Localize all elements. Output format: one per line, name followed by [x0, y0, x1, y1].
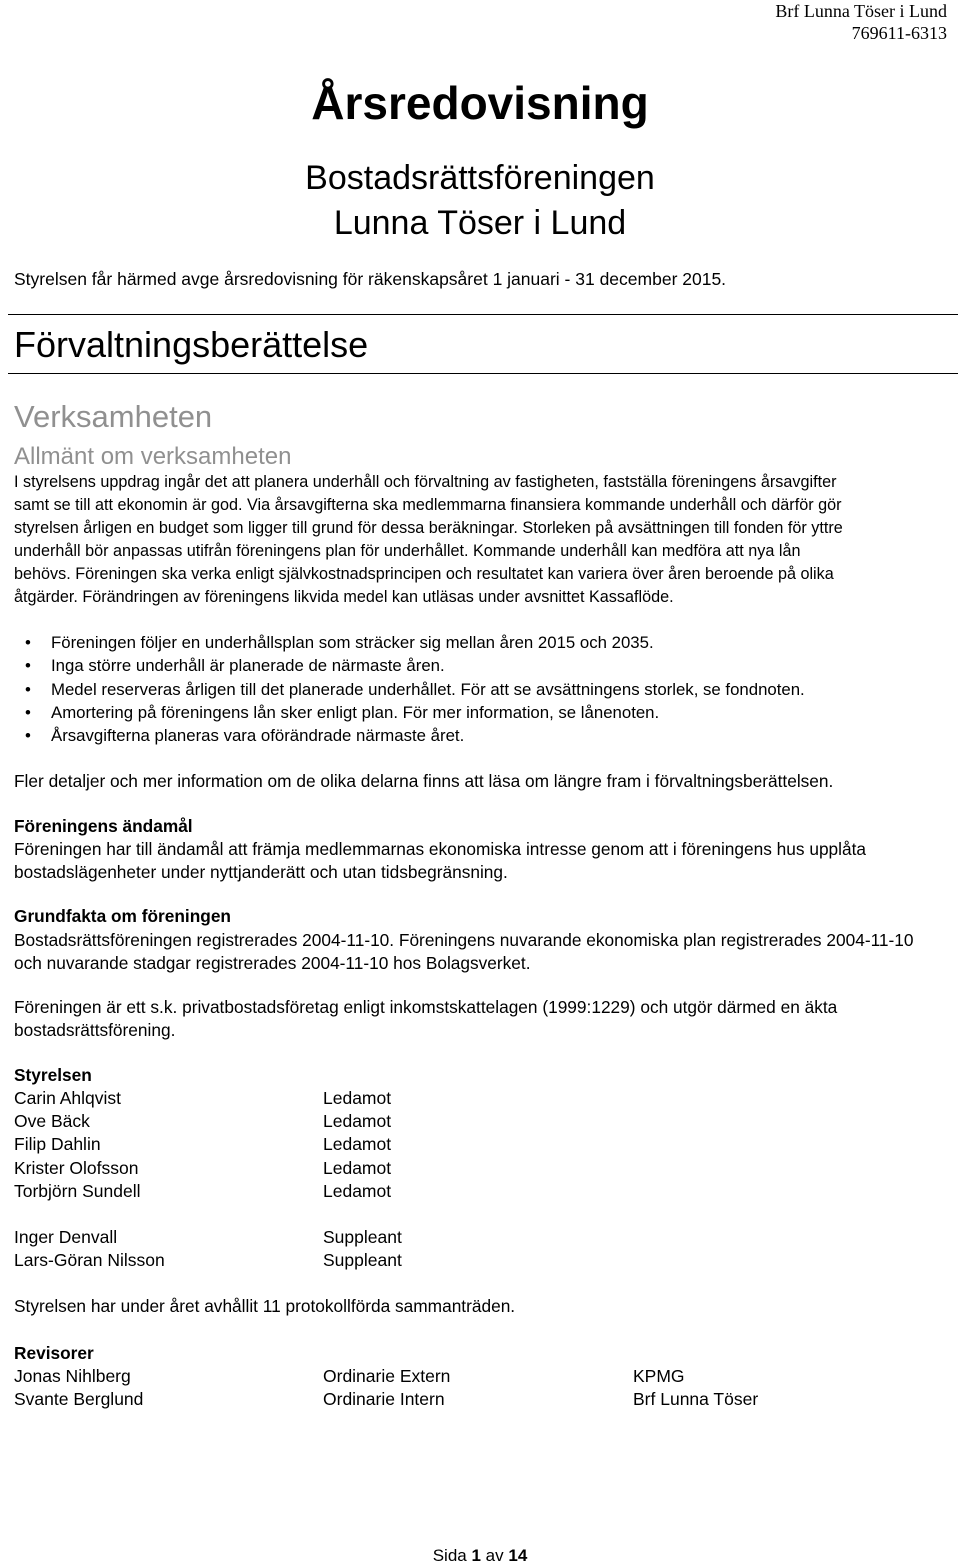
grundfakta-paragraph-2: [14, 996, 949, 1042]
auditor-name: Jonas Nihlberg: [14, 1366, 131, 1386]
footer-page-number: 1: [471, 1546, 481, 1565]
member-role: Ledamot: [323, 1158, 392, 1178]
header-org-name: Brf Lunna Töser i Lund: [775, 1, 947, 21]
paragraph-line: och nuvarande stadgar registrerades 2004-11-10 hos Bolagsverket.: [14, 953, 531, 973]
document-header: [775, 0, 947, 44]
intro-text: Styrelsen får härmed avge årsredovisning för räkenskapsåret 1 januari - 31 december 2015.: [14, 269, 727, 289]
verksamheten-bullet-list: [14, 631, 949, 747]
revisorer-heading: Revisorer: [14, 1343, 94, 1363]
bullet-icon: •: [25, 726, 31, 746]
list-item: • Årsavgifterna planeras vara oförändrade närmaste året.: [14, 724, 949, 747]
paragraph-line: bostadslägenheter under nyttjanderätt och utan tidsbegränsning.: [14, 862, 508, 882]
paragraph-line: behövs. Föreningen ska verka enligt självkostnadsprincipen och resultatet kan variera över åren beroende på olika: [14, 565, 834, 583]
paragraph-line: samt se till att ekonomin är god. Via årsavgifterna ska medlemmarna finansiera kommande underhåll och därför gör: [14, 496, 842, 514]
verksamheten-heading: Verksamheten: [14, 399, 213, 434]
bullet-icon: •: [25, 702, 31, 722]
paragraph-line: åtgärder. Förändringen av föreningens likvida medel kan utläsas under avsnittet Kassaflöde.: [14, 588, 674, 606]
list-item: • Medel reserveras årligen till det planerade underhållet. För att se avsättningens storlek, se fondnoten.: [14, 678, 949, 701]
footer-page-total: 14: [508, 1546, 528, 1565]
paragraph-line: Föreningen har till ändamål att främja medlemmarnas ekonomiska intresse genom att i föreningens hus upplåta: [14, 839, 867, 859]
divider-top: [8, 314, 958, 315]
paragraph-line: Bostadsrättsföreningen registrerades 2004-11-10. Föreningens nuvarande ekonomiska plan registrerades 2004-11-10: [14, 930, 914, 950]
member-name: Ove Bäck: [14, 1111, 90, 1131]
styrelsen-heading: Styrelsen: [14, 1065, 92, 1085]
member-name: Krister Olofsson: [14, 1158, 139, 1178]
paragraph-line: underhåll bör anpassas utifrån föreningens plan för underhållet. Kommande underhåll kan medföra att nya lån: [14, 542, 801, 560]
footer-prefix: Sida: [432, 1546, 467, 1565]
paragraph-line: bostadsrättsförening.: [14, 1020, 176, 1040]
paragraph-line: styrelsen årligen en budget som ligger till grund för dessa beräkningar. Storleken på avsättningen till fonden för yttre: [14, 519, 843, 537]
grundfakta-paragraph: [14, 929, 949, 975]
auditor-org: Brf Lunna Töser: [633, 1389, 759, 1409]
member-name: Filip Dahlin: [14, 1134, 101, 1154]
member-name: Lars-Göran Nilsson: [14, 1250, 165, 1270]
andamal-paragraph: [14, 838, 949, 884]
divider-bottom: [8, 373, 958, 374]
list-item: • Inga större underhåll är planerade de närmaste åren.: [14, 654, 949, 677]
member-name: Carin Ahlqvist: [14, 1088, 121, 1108]
bullet-icon: •: [25, 633, 31, 652]
verksamheten-subheading: Allmänt om verksamheten: [14, 443, 292, 470]
header-org-number: 769611-6313: [851, 23, 947, 43]
member-role: Suppleant: [323, 1227, 402, 1247]
page-title: Årsredovisning: [311, 77, 649, 129]
member-name: Inger Denvall: [14, 1227, 118, 1247]
paragraph-line: Föreningen är ett s.k. privatbostadsföretag enligt inkomstskattelagen (1999:1229) och utgör därmed en äkta: [14, 997, 838, 1017]
auditor-type: Ordinarie Intern: [323, 1389, 445, 1409]
list-item: • Amortering på föreningens lån sker enligt plan. För mer information, se lånenoten.: [14, 701, 949, 724]
page-footer: [0, 1545, 960, 1567]
auditor-name: Svante Berglund: [14, 1389, 144, 1409]
andamal-heading: Föreningens ändamål: [14, 816, 193, 836]
member-role: Ledamot: [323, 1181, 392, 1201]
member-role: Ledamot: [323, 1134, 392, 1154]
grundfakta-heading: Grundfakta om föreningen: [14, 906, 231, 926]
verksamheten-paragraph: [14, 471, 949, 609]
auditor-type: Ordinarie Extern: [323, 1366, 451, 1386]
subtitle-line-1: Bostadsrättsföreningen: [305, 159, 655, 197]
list-item: • Föreningen följer en underhållsplan som sträcker sig mellan åren 2015 och 2035.: [14, 631, 949, 654]
member-role: Ledamot: [323, 1111, 392, 1131]
member-name: Torbjörn Sundell: [14, 1181, 141, 1201]
section-heading: Förvaltningsberättelse: [14, 324, 369, 365]
bullet-icon: •: [25, 656, 31, 676]
member-role: Suppleant: [323, 1250, 402, 1270]
subtitle-line-2: Lunna Töser i Lund: [333, 204, 627, 242]
auditor-org: KPMG: [633, 1366, 685, 1386]
meetings-text: Styrelsen har under året avhållit 11 protokollförda sammanträden.: [14, 1296, 516, 1316]
footer-separator: av: [485, 1546, 504, 1565]
details-text: Fler detaljer och mer information om de olika delarna finns att läsa om längre fram i förvaltningsberättelsen.: [14, 771, 834, 791]
bullet-icon: •: [25, 679, 31, 699]
member-role: Ledamot: [323, 1088, 392, 1108]
paragraph-line: I styrelsens uppdrag ingår det att planera underhåll och förvaltning av fastigheten, fastställa föreningens årsavgifter: [14, 473, 837, 491]
